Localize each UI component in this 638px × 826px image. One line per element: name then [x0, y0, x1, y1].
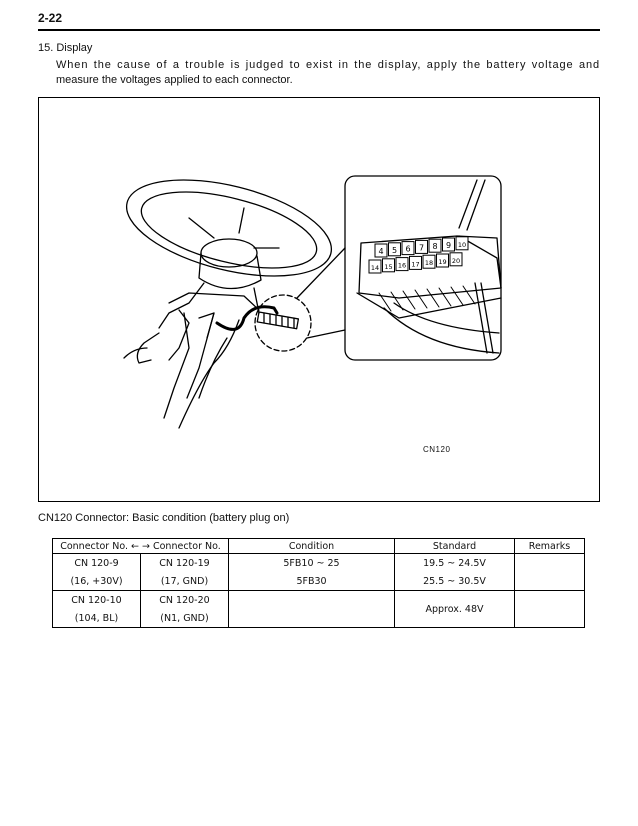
- table-row: [53, 591, 585, 610]
- section-title: 15. Display: [38, 42, 93, 54]
- remarks: [515, 554, 585, 591]
- header-condition: Condition: [229, 539, 395, 554]
- page-number: 2-22: [38, 11, 63, 25]
- condition: [229, 591, 395, 628]
- table-row: [53, 554, 585, 573]
- pin-number: 19: [438, 258, 447, 266]
- table-row: [53, 572, 585, 591]
- pin-number: 15: [384, 262, 393, 271]
- section-body-line-1: When the cause of a trouble is judged to exist in the display, apply the battery voltage and: [56, 59, 600, 71]
- steering-and-connector-illustration: [39, 98, 601, 503]
- header-connector: Connector No. ← → Connector No.: [53, 539, 229, 554]
- connector-label: CN120: [423, 445, 451, 454]
- pin-number: 5: [391, 245, 398, 255]
- standard: Approx. 48V: [395, 591, 515, 628]
- to-connector: CN 120-20: [141, 591, 229, 610]
- section-body-line-2: measure the voltages applied to each connector.: [56, 74, 293, 86]
- pin-number: 16: [397, 261, 407, 270]
- from-connector: CN 120-10: [53, 591, 141, 610]
- pin-number: 9: [445, 241, 452, 250]
- pin-number: 18: [424, 259, 434, 268]
- connector-pin-grid: [369, 237, 468, 273]
- from-connector: CN 120-9: [53, 554, 141, 573]
- standard: 19.5 ~ 24.5V: [395, 554, 515, 573]
- pin-number: 8: [432, 242, 438, 252]
- pin-number: 10: [457, 240, 467, 249]
- header-standard: Standard: [395, 539, 515, 554]
- remarks: [515, 591, 585, 628]
- pin-number: 7: [418, 243, 425, 253]
- pin-number: 4: [378, 247, 384, 256]
- section-body: [56, 58, 600, 88]
- from-wire: (16, +30V): [53, 572, 141, 591]
- table-header-row: [53, 539, 585, 554]
- header-remarks: Remarks: [515, 539, 585, 554]
- table-caption: CN120 Connector: Basic condition (battery plug on): [38, 512, 290, 524]
- standard: 25.5 ~ 30.5V: [395, 572, 515, 591]
- voltage-spec-table: [52, 538, 585, 628]
- figure-display-connector: [38, 97, 600, 502]
- to-connector: CN 120-19: [141, 554, 229, 573]
- from-wire: (104, BL): [53, 609, 141, 628]
- condition: 5FB10 ~ 25: [229, 554, 395, 573]
- header-rule: [38, 29, 600, 31]
- to-wire: (17, GND): [141, 572, 229, 591]
- pin-number: 20: [451, 256, 461, 265]
- to-wire: (N1, GND): [141, 609, 229, 628]
- condition: 5FB30: [229, 572, 395, 591]
- pin-number: 14: [370, 264, 380, 272]
- pin-number: 17: [411, 260, 420, 269]
- pin-number: 6: [405, 244, 411, 254]
